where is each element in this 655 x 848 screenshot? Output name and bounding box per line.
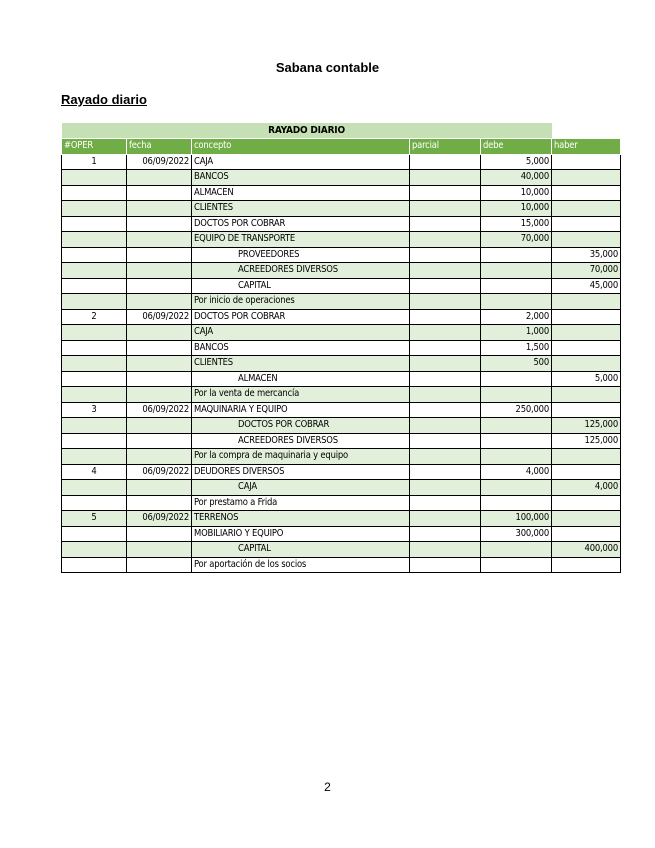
cell-fecha xyxy=(127,170,192,186)
cell-oper xyxy=(62,201,127,217)
cell-haber xyxy=(552,387,621,403)
cell-haber xyxy=(552,170,621,186)
cell-parcial xyxy=(410,433,481,449)
cell-fecha: 06/09/2022 xyxy=(127,511,192,527)
cell-oper xyxy=(62,557,127,573)
cell-parcial xyxy=(410,201,481,217)
cell-parcial xyxy=(410,294,481,310)
cell-haber xyxy=(552,495,621,511)
cell-haber xyxy=(552,340,621,356)
table-row xyxy=(62,309,621,325)
cell-parcial xyxy=(410,340,481,356)
cell-parcial xyxy=(410,402,481,418)
cell-haber xyxy=(552,201,621,217)
table-banner: RAYADO DIARIO xyxy=(62,123,552,139)
cell-concepto: ALMACEN xyxy=(192,185,410,201)
cell-parcial xyxy=(410,387,481,403)
cell-concepto: CAPITAL xyxy=(192,278,410,294)
cell-fecha xyxy=(127,185,192,201)
cell-fecha xyxy=(127,216,192,232)
cell-parcial xyxy=(410,418,481,434)
cell-concepto: Por inicio de operaciones xyxy=(192,294,410,310)
cell-debe xyxy=(481,557,552,573)
table-row xyxy=(62,480,621,496)
cell-concepto: ACREEDORES DIVERSOS xyxy=(192,433,410,449)
table-row xyxy=(62,185,621,201)
cell-debe: 40,000 xyxy=(481,170,552,186)
cell-fecha xyxy=(127,232,192,248)
table-row xyxy=(62,387,621,403)
cell-debe xyxy=(481,247,552,263)
cell-debe: 2,000 xyxy=(481,309,552,325)
cell-concepto: MAQUINARIA Y EQUIPO xyxy=(192,402,410,418)
cell-parcial xyxy=(410,480,481,496)
cell-debe: 100,000 xyxy=(481,511,552,527)
cell-concepto: Por prestamo a Frida xyxy=(192,495,410,511)
cell-haber xyxy=(552,402,621,418)
cell-fecha xyxy=(127,449,192,465)
cell-haber: 400,000 xyxy=(552,542,621,558)
table-row xyxy=(62,542,621,558)
cell-oper xyxy=(62,325,127,341)
cell-oper xyxy=(62,480,127,496)
cell-concepto: Por la venta de mercancía xyxy=(192,387,410,403)
cell-parcial xyxy=(410,495,481,511)
cell-oper: 5 xyxy=(62,511,127,527)
cell-fecha xyxy=(127,201,192,217)
cell-debe xyxy=(481,449,552,465)
table-body xyxy=(62,154,621,573)
cell-haber xyxy=(552,325,621,341)
table-row xyxy=(62,247,621,263)
cell-parcial xyxy=(410,247,481,263)
cell-concepto: Por la compra de maquinaria y equipo xyxy=(192,449,410,465)
cell-oper xyxy=(62,247,127,263)
table-row xyxy=(62,557,621,573)
cell-oper xyxy=(62,371,127,387)
table-row xyxy=(62,526,621,542)
cell-debe: 1,000 xyxy=(481,325,552,341)
cell-concepto: Por aportación de los socios xyxy=(192,557,410,573)
cell-debe: 4,000 xyxy=(481,464,552,480)
cell-fecha xyxy=(127,495,192,511)
table-row xyxy=(62,232,621,248)
cell-haber xyxy=(552,232,621,248)
cell-debe xyxy=(481,480,552,496)
cell-parcial xyxy=(410,309,481,325)
cell-debe xyxy=(481,542,552,558)
cell-debe xyxy=(481,294,552,310)
cell-fecha xyxy=(127,294,192,310)
cell-parcial xyxy=(410,232,481,248)
cell-fecha xyxy=(127,247,192,263)
cell-oper: 2 xyxy=(62,309,127,325)
cell-oper xyxy=(62,263,127,279)
cell-concepto: DOCTOS POR COBRAR xyxy=(192,418,410,434)
table-row xyxy=(62,356,621,372)
table-row xyxy=(62,464,621,480)
cell-fecha xyxy=(127,263,192,279)
cell-debe xyxy=(481,418,552,434)
cell-parcial xyxy=(410,263,481,279)
cell-concepto: ALMACEN xyxy=(192,371,410,387)
cell-oper xyxy=(62,278,127,294)
cell-fecha xyxy=(127,526,192,542)
cell-fecha: 06/09/2022 xyxy=(127,309,192,325)
header-haber: haber xyxy=(552,139,621,155)
table-row xyxy=(62,418,621,434)
cell-parcial xyxy=(410,511,481,527)
cell-debe xyxy=(481,371,552,387)
cell-fecha xyxy=(127,371,192,387)
cell-debe: 5,000 xyxy=(481,154,552,170)
cell-oper xyxy=(62,495,127,511)
cell-haber xyxy=(552,557,621,573)
journal-table xyxy=(61,123,621,573)
cell-oper xyxy=(62,356,127,372)
table-row xyxy=(62,154,621,170)
cell-oper: 4 xyxy=(62,464,127,480)
cell-debe xyxy=(481,495,552,511)
header-fecha: fecha xyxy=(127,139,192,155)
cell-parcial xyxy=(410,449,481,465)
cell-haber: 5,000 xyxy=(552,371,621,387)
table-row xyxy=(62,278,621,294)
cell-concepto: DOCTOS POR COBRAR xyxy=(192,216,410,232)
cell-haber: 35,000 xyxy=(552,247,621,263)
cell-fecha xyxy=(127,340,192,356)
cell-oper xyxy=(62,294,127,310)
table-row xyxy=(62,170,621,186)
table-row xyxy=(62,511,621,527)
table-row xyxy=(62,201,621,217)
section-heading: Rayado diario xyxy=(61,92,147,107)
cell-oper xyxy=(62,340,127,356)
cell-debe xyxy=(481,387,552,403)
cell-haber xyxy=(552,526,621,542)
cell-concepto: CAJA xyxy=(192,325,410,341)
header-concepto: concepto xyxy=(192,139,410,155)
cell-fecha xyxy=(127,557,192,573)
cell-haber xyxy=(552,449,621,465)
cell-parcial xyxy=(410,185,481,201)
cell-parcial xyxy=(410,278,481,294)
cell-fecha xyxy=(127,542,192,558)
cell-haber xyxy=(552,464,621,480)
cell-oper xyxy=(62,185,127,201)
cell-oper xyxy=(62,216,127,232)
cell-fecha: 06/09/2022 xyxy=(127,464,192,480)
header-oper: #OPER xyxy=(62,139,127,155)
cell-fecha xyxy=(127,325,192,341)
cell-parcial xyxy=(410,170,481,186)
table-row xyxy=(62,263,621,279)
cell-parcial xyxy=(410,154,481,170)
cell-debe xyxy=(481,433,552,449)
table-row xyxy=(62,216,621,232)
cell-fecha: 06/09/2022 xyxy=(127,154,192,170)
cell-haber: 125,000 xyxy=(552,418,621,434)
cell-oper xyxy=(62,170,127,186)
cell-debe: 70,000 xyxy=(481,232,552,248)
cell-haber xyxy=(552,294,621,310)
table-row xyxy=(62,402,621,418)
table-row xyxy=(62,449,621,465)
page-number: 2 xyxy=(324,780,331,794)
cell-debe: 10,000 xyxy=(481,201,552,217)
cell-parcial xyxy=(410,371,481,387)
cell-debe: 1,500 xyxy=(481,340,552,356)
cell-oper xyxy=(62,542,127,558)
cell-oper xyxy=(62,387,127,403)
table-row xyxy=(62,340,621,356)
cell-concepto: CLIENTES xyxy=(192,201,410,217)
table-header-row xyxy=(62,139,621,155)
cell-concepto: ACREEDORES DIVERSOS xyxy=(192,263,410,279)
cell-oper xyxy=(62,433,127,449)
cell-concepto: DEUDORES DIVERSOS xyxy=(192,464,410,480)
cell-parcial xyxy=(410,526,481,542)
cell-oper xyxy=(62,449,127,465)
cell-concepto: BANCOS xyxy=(192,340,410,356)
table-row xyxy=(62,325,621,341)
cell-concepto: CLIENTES xyxy=(192,356,410,372)
cell-fecha xyxy=(127,387,192,403)
cell-fecha xyxy=(127,418,192,434)
cell-haber xyxy=(552,154,621,170)
cell-concepto: EQUIPO DE TRANSPORTE xyxy=(192,232,410,248)
header-debe: debe xyxy=(481,139,552,155)
cell-concepto: TERRENOS xyxy=(192,511,410,527)
cell-concepto: CAJA xyxy=(192,480,410,496)
cell-debe xyxy=(481,263,552,279)
table-row xyxy=(62,433,621,449)
cell-parcial xyxy=(410,542,481,558)
cell-haber xyxy=(552,309,621,325)
table-row xyxy=(62,495,621,511)
cell-fecha xyxy=(127,433,192,449)
cell-concepto: DOCTOS POR COBRAR xyxy=(192,309,410,325)
cell-haber xyxy=(552,511,621,527)
table-row xyxy=(62,371,621,387)
document-title: Sabana contable xyxy=(275,60,380,75)
cell-debe: 250,000 xyxy=(481,402,552,418)
cell-oper: 3 xyxy=(62,402,127,418)
banner-blank-cell xyxy=(552,123,621,139)
cell-debe: 300,000 xyxy=(481,526,552,542)
cell-parcial xyxy=(410,216,481,232)
cell-parcial xyxy=(410,325,481,341)
cell-haber: 125,000 xyxy=(552,433,621,449)
cell-haber xyxy=(552,216,621,232)
header-parcial: parcial xyxy=(410,139,481,155)
cell-haber: 4,000 xyxy=(552,480,621,496)
cell-concepto: MOBILIARIO Y EQUIPO xyxy=(192,526,410,542)
cell-parcial xyxy=(410,464,481,480)
cell-haber: 45,000 xyxy=(552,278,621,294)
cell-debe: 500 xyxy=(481,356,552,372)
cell-concepto: BANCOS xyxy=(192,170,410,186)
cell-fecha xyxy=(127,278,192,294)
cell-debe: 10,000 xyxy=(481,185,552,201)
cell-oper: 1 xyxy=(62,154,127,170)
cell-parcial xyxy=(410,356,481,372)
table-banner-row xyxy=(62,123,621,139)
table-row xyxy=(62,294,621,310)
cell-debe: 15,000 xyxy=(481,216,552,232)
cell-haber xyxy=(552,356,621,372)
cell-fecha xyxy=(127,480,192,496)
cell-oper xyxy=(62,418,127,434)
cell-debe xyxy=(481,278,552,294)
cell-parcial xyxy=(410,557,481,573)
cell-concepto: PROVEEDORES xyxy=(192,247,410,263)
cell-fecha xyxy=(127,356,192,372)
cell-haber: 70,000 xyxy=(552,263,621,279)
cell-concepto: CAPITAL xyxy=(192,542,410,558)
cell-concepto: CAJA xyxy=(192,154,410,170)
cell-oper xyxy=(62,232,127,248)
cell-fecha: 06/09/2022 xyxy=(127,402,192,418)
cell-haber xyxy=(552,185,621,201)
cell-oper xyxy=(62,526,127,542)
